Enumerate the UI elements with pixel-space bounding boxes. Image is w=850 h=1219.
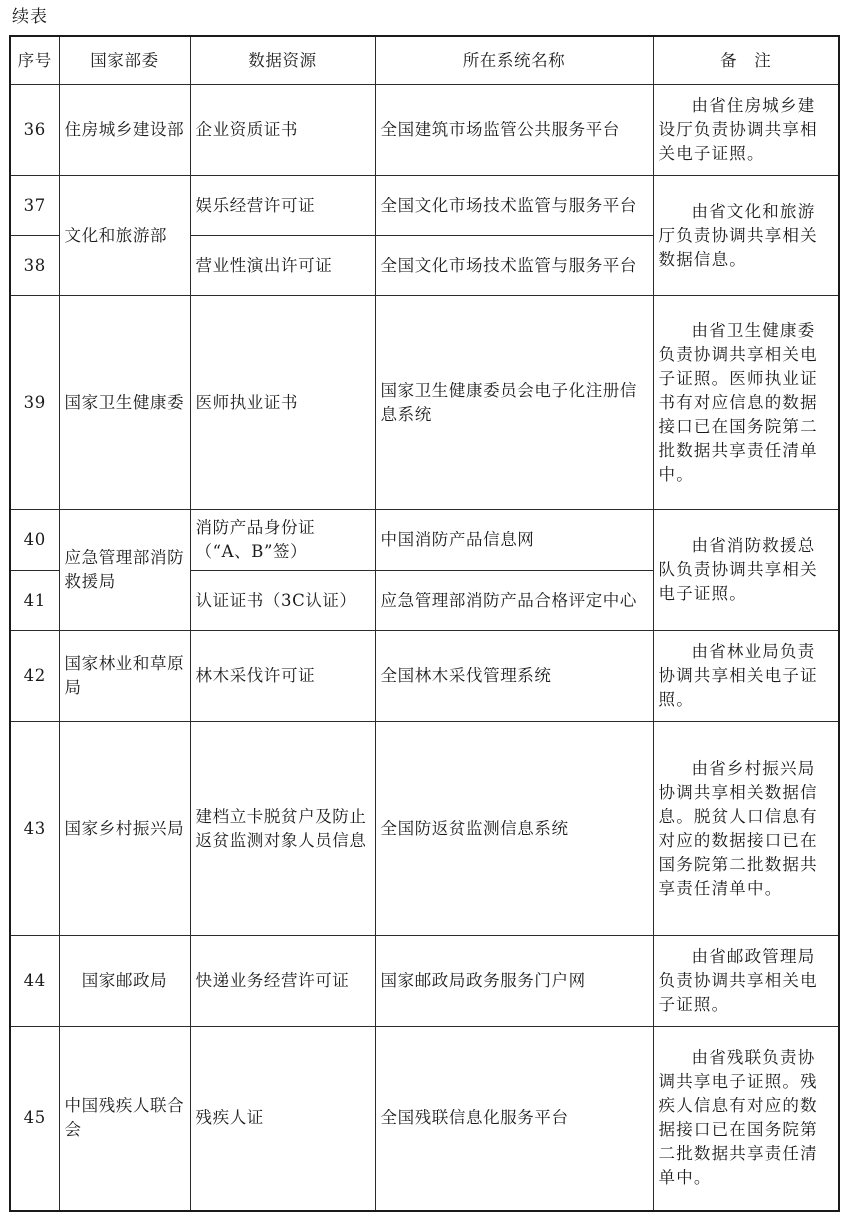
row-dept: 住房城乡建设部 <box>59 85 190 176</box>
row-no: 40 <box>10 510 59 571</box>
row-note: 由省住房城乡建设厅负责协调共享相关电子证照。 <box>653 85 839 176</box>
row-resource: 消防产品身份证（“A、B”签） <box>190 510 375 571</box>
row-no: 39 <box>10 296 59 510</box>
table-row <box>10 631 839 722</box>
row-note: 由省乡村振兴局协调共享相关数据信息。脱贫人口信息有对应的数据接口已在国务院第二批数据共享责任清单中。 <box>653 722 839 936</box>
row-resource: 残疾人证 <box>190 1027 375 1211</box>
row-resource: 娱乐经营许可证 <box>190 176 375 236</box>
row-system: 应急管理部消防产品合格评定中心 <box>375 571 653 631</box>
row-system: 全国林木采伐管理系统 <box>375 631 653 722</box>
row-note: 由省邮政管理局负责协调共享相关电子证照。 <box>653 936 839 1027</box>
row-dept: 国家乡村振兴局 <box>59 722 190 936</box>
row-system: 国家卫生健康委员会电子化注册信息系统 <box>375 296 653 510</box>
row-dept: 国家邮政局 <box>59 936 190 1027</box>
row-system: 全国文化市场技术监管与服务平台 <box>375 236 653 296</box>
row-resource: 快递业务经营许可证 <box>190 936 375 1027</box>
row-note: 由省卫生健康委负责协调共享相关电子证照。医师执业证书有对应信息的数据接口已在国务院第二批数据共享责任清单中。 <box>653 296 839 510</box>
table-row <box>10 85 839 176</box>
header-resource: 数据资源 <box>190 36 375 85</box>
row-no: 45 <box>10 1027 59 1211</box>
row-resource: 营业性演出许可证 <box>190 236 375 296</box>
row-system: 全国建筑市场监管公共服务平台 <box>375 85 653 176</box>
row-resource: 建档立卡脱贫户及防止返贫监测对象人员信息 <box>190 722 375 936</box>
row-system: 全国防返贫监测信息系统 <box>375 722 653 936</box>
header-no: 序号 <box>10 36 59 85</box>
row-dept: 文化和旅游部 <box>59 176 190 296</box>
row-no: 42 <box>10 631 59 722</box>
row-system: 全国残联信息化服务平台 <box>375 1027 653 1211</box>
row-system: 全国文化市场技术监管与服务平台 <box>375 176 653 236</box>
row-resource: 医师执业证书 <box>190 296 375 510</box>
row-system: 中国消防产品信息网 <box>375 510 653 571</box>
row-resource: 企业资质证书 <box>190 85 375 176</box>
header-row <box>10 36 839 85</box>
data-resource-table <box>9 35 840 1212</box>
row-dept: 中国残疾人联合会 <box>59 1027 190 1211</box>
row-note: 由省林业局负责协调共享相关电子证照。 <box>653 631 839 722</box>
table-row <box>10 1027 839 1211</box>
row-note: 由省残联负责协调共享电子证照。残疾人信息有对应的数据接口已在国务院第二批数据共享责任清单中。 <box>653 1027 839 1211</box>
row-note: 由省文化和旅游厅负责协调共享相关数据信息。 <box>653 176 839 296</box>
row-resource: 林木采伐许可证 <box>190 631 375 722</box>
row-no: 38 <box>10 236 59 296</box>
header-note: 备 注 <box>653 36 839 85</box>
header-dept: 国家部委 <box>59 36 190 85</box>
row-no: 41 <box>10 571 59 631</box>
table-row <box>10 936 839 1027</box>
table-caption: 续表 <box>12 7 48 27</box>
row-dept: 应急管理部消防救援局 <box>59 510 190 631</box>
row-no: 36 <box>10 85 59 176</box>
row-note: 由省消防救援总队负责协调共享相关电子证照。 <box>653 510 839 631</box>
row-dept: 国家林业和草原局 <box>59 631 190 722</box>
row-no: 37 <box>10 176 59 236</box>
table-row <box>10 510 839 571</box>
row-system: 国家邮政局政务服务门户网 <box>375 936 653 1027</box>
header-system: 所在系统名称 <box>375 36 653 85</box>
table-row <box>10 176 839 236</box>
table-row <box>10 296 839 510</box>
row-resource: 认证证书（3C认证） <box>190 571 375 631</box>
table-row <box>10 722 839 936</box>
row-no: 44 <box>10 936 59 1027</box>
row-no: 43 <box>10 722 59 936</box>
row-dept: 国家卫生健康委 <box>59 296 190 510</box>
